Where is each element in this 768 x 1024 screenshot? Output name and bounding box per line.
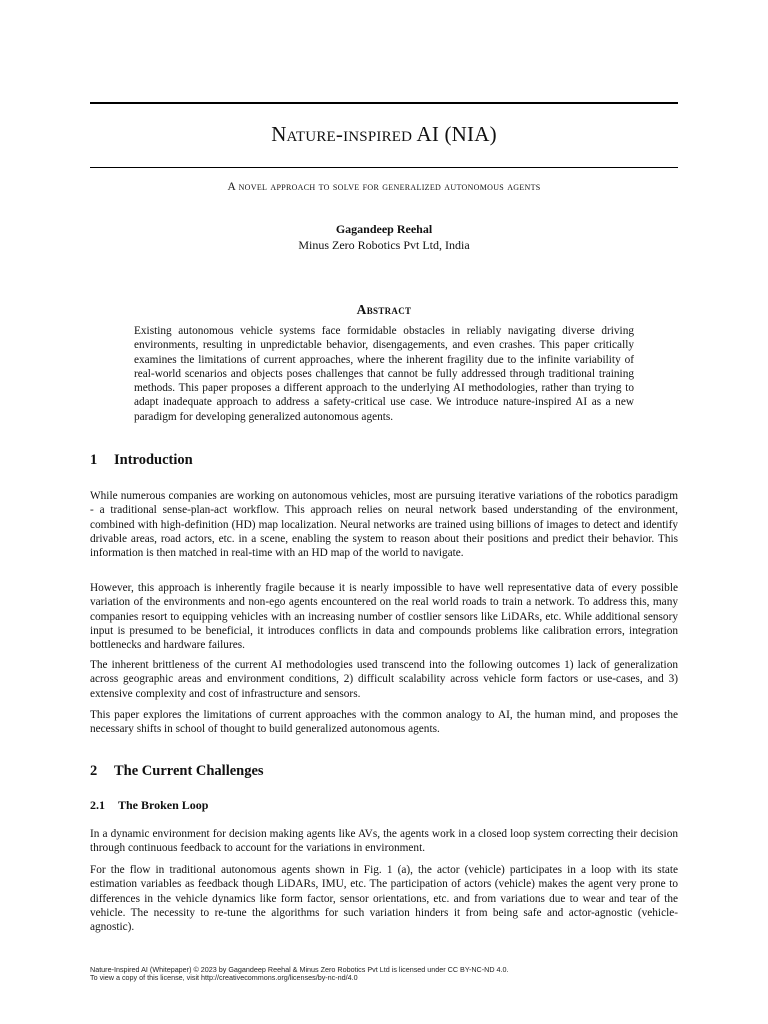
section-title: The Current Challenges	[114, 763, 264, 779]
paper-title: Nature-inspired AI (NIA)	[271, 122, 497, 146]
intro-paragraph: The inherent brittleness of the current AI methodologies used transcend into the following outcomes 1) lack of generalization across geographic areas and environment conditions, 2) difficult scalability across vehicle form factors or use-cases, and 3) extensive complexity and cost of infrastructure and sensors.	[90, 659, 678, 700]
title-top-rule	[90, 102, 678, 104]
license-line: Nature-Inspired AI (Whitepaper) © 2023 by Gagandeep Reehal & Minus Zero Robotics Pvt Ltd is licensed under CC BY-NC-ND 4.0.	[90, 965, 509, 974]
license-footer	[90, 966, 678, 983]
challenges-paragraph: In a dynamic environment for decision making agents like AVs, the agents work in a closed loop system correcting their decision through continuous feedback to account for the variations in environment.	[90, 828, 678, 855]
paper-subtitle: A novel approach to solve for generalized autonomous agents	[227, 181, 541, 193]
abstract-heading: Abstract	[356, 302, 412, 317]
section-number: 1	[90, 452, 98, 468]
intro-paragraph: While numerous companies are working on autonomous vehicles, most are pursuing iterative variations of the robotics paradigm - a traditional sense-plan-act workflow. This approach relies on neural network based understanding of the environment, combined with high-definition (HD) map localization. Neural networks are trained using billions of images to detect and identify drivable areas, road actors, etc. in a scene, enabling the system to reason about their positions and predict their behavior. This information is then matched in real-time with an HD map of the world to navigate.	[90, 490, 678, 560]
section-title: Introduction	[114, 452, 193, 468]
author-name: Gagandeep Reehal	[335, 222, 433, 236]
intro-paragraph: However, this approach is inherently fragile because it is nearly impossible to have well representative data of every possible variation of the environments and non-ego agents encountered on the real world roads to train a network. To address this, many companies resort to equipping vehicles with an increasing number of costlier sensors like LiDARs, etc. While additional sensory input is presumed to be beneficial, it introduces conflicts in data and compounds problems like calibration errors, integration bottlenecks and hardware failures.	[90, 582, 678, 652]
abstract-text: Existing autonomous vehicle systems face formidable obstacles in reliably navigating diverse driving environments, resulting in unpredictable behavior, disengagements, and even crashes. This paper critically examines the limitations of current approaches, where the inherent fragility due to the infinite variability of real-world scenarios and objects poses challenges that cannot be fully addressed through traditional training methods. This paper proposes a different approach to the underlying AI methodologies, rather than trying to adapt inadequate approach to address a safety-critical use case. We introduce nature-inspired AI as a new paradigm for developing generalized autonomous agents.	[134, 325, 634, 423]
section-heading-current-challenges	[90, 763, 678, 780]
author-affiliation: Minus Zero Robotics Pvt Ltd, India	[298, 238, 470, 252]
subsection-number: 2.1	[90, 798, 105, 812]
license-url-line[interactable]: To view a copy of this license, visit http://creativecommons.org/licenses/by-nc-nd/4.0	[90, 973, 358, 983]
subsection-title: The Broken Loop	[118, 798, 209, 812]
challenges-paragraph: For the flow in traditional autonomous agents shown in Fig. 1 (a), the actor (vehicle) participates in a loop with its state estimation variables as feedback though LiDARs, IMU, etc. The participation of actors (vehicle) makes the agent very prone to differences in the vehicle dynamics like form factor, sensor orientations, etc. and from variations due to wear and tear of the vehicle. The necessity to re-tune the algorithms for such variation hinders it from being safe and actor-agnostic (vehicle-agnostic).	[90, 864, 678, 934]
title-bottom-rule	[90, 167, 678, 168]
section-heading-introduction	[90, 452, 678, 469]
section-number: 2	[90, 763, 98, 779]
intro-paragraph: This paper explores the limitations of current approaches with the common analogy to AI, the human mind, and proposes the necessary shifts in school of thought to build generalized autonomous agents.	[90, 709, 678, 736]
subsection-heading-broken-loop	[90, 798, 678, 813]
